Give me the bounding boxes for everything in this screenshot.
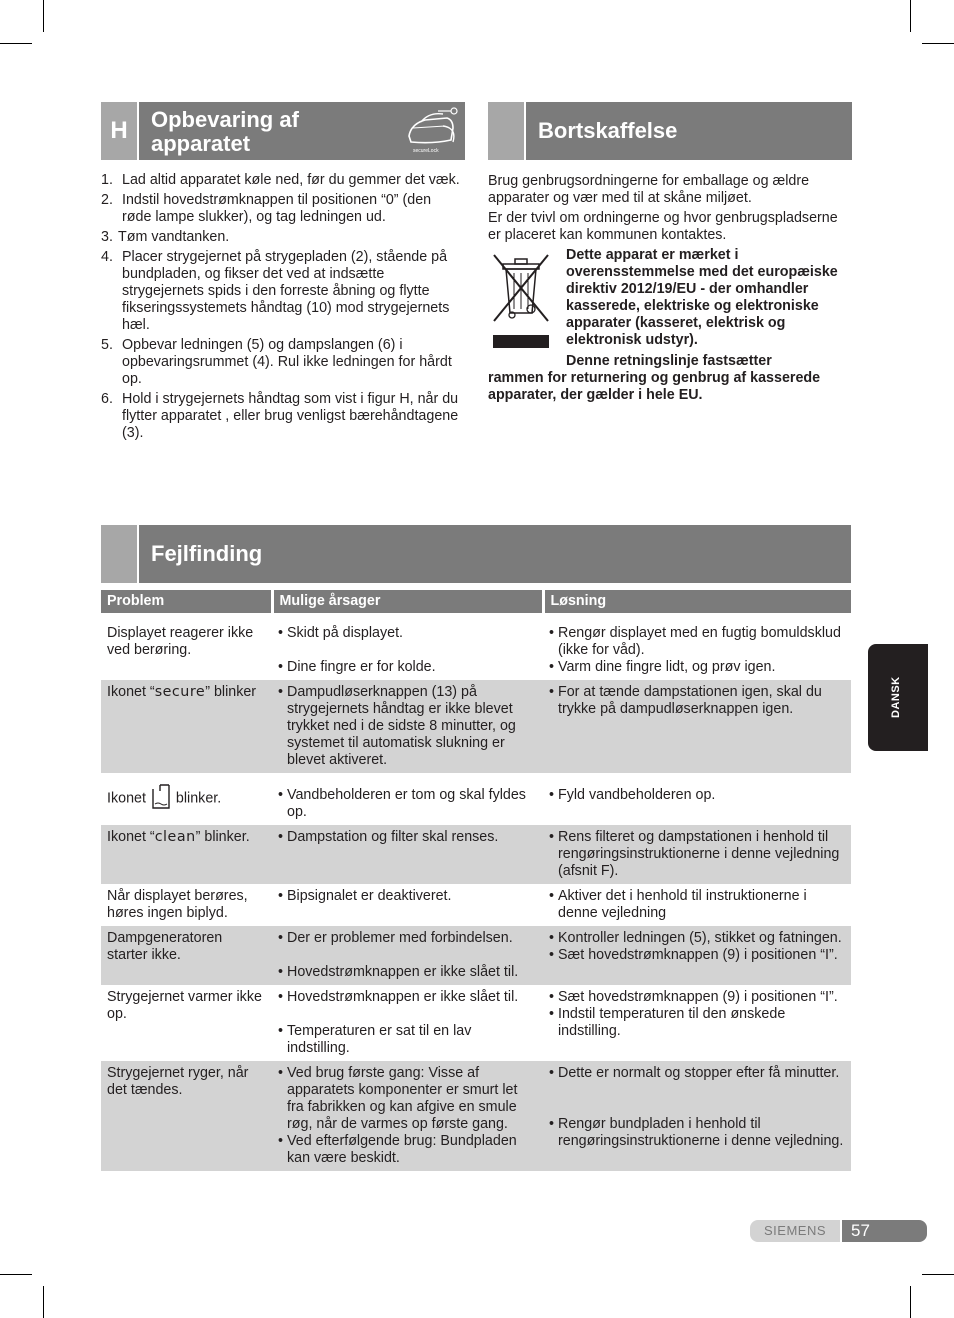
problem-cell xyxy=(101,825,272,884)
step-number: 6. xyxy=(101,391,113,407)
cause-item: • Dampstation og filter skal renses. xyxy=(278,829,537,846)
disposal-title: Bortskaffelse xyxy=(538,118,678,143)
solution-item: • Rens filteret og dampstationen i henhold til rengøringsinstruktionerne i denne vejledning (afsnit F). xyxy=(549,829,845,880)
table-row xyxy=(101,884,851,926)
solution-item: • Sæt hovedstrømknappen (9) i positionen “I”. xyxy=(549,947,845,964)
table-row xyxy=(101,680,851,773)
cause-item: • Temperaturen er sat til en lav indstilling. xyxy=(278,1023,537,1057)
brand-label: SIEMENS xyxy=(750,1220,840,1242)
clean-display-word: clean xyxy=(154,829,196,845)
solution-cell xyxy=(543,1061,851,1171)
tab-divider xyxy=(524,102,526,160)
step-text: Placer strygejernet på strygepladen (2), stående på bundpladen, og fikser det ved at indsætte strygejernets spids i den forreste åbning og flytte fikseringssystemets håndtag (10) mod strygejernets hæl. xyxy=(122,249,450,333)
step-number: 3. xyxy=(101,229,113,245)
cause-item: • Ved brug første gang: Visse af apparatets komponenter er smurt let fra fabrikken og kan afgive en smule røg, når de varmes op første gang. xyxy=(278,1065,537,1133)
cause-item: • Hovedstrømknappen er ikke slået til. xyxy=(278,989,537,1006)
disposal-directive-text: Dette apparat er mærket i overensstemmelse med det europæiske direktiv 2012/19/EU - der omhandler kasserede, elektriske og elektroniske apparater (kasseret, elektrisk og elektronisk udstyr). xyxy=(566,247,838,348)
problem-text: Ikonet “ xyxy=(107,684,155,700)
step-text: Tøm vandtanken. xyxy=(118,229,230,245)
problem-text: Ikonet “ xyxy=(107,829,155,845)
causes-cell xyxy=(272,926,543,985)
crop-mark xyxy=(43,0,44,32)
crop-mark xyxy=(922,1274,954,1275)
language-tab xyxy=(868,644,928,751)
causes-cell xyxy=(272,884,543,926)
crop-mark xyxy=(43,1286,44,1318)
disposal-header xyxy=(488,102,852,160)
step-number: 2. xyxy=(101,192,113,208)
solution-item: • Sæt hovedstrømknappen (9) i positionen “I”. xyxy=(549,989,845,1006)
solution-item: • Dette er normalt og stopper efter få minutter. xyxy=(549,1065,845,1082)
causes-cell xyxy=(272,773,543,825)
list-item xyxy=(101,172,461,189)
cause-item: • Dine fingre er for kolde. xyxy=(278,659,537,676)
causes-cell xyxy=(272,985,543,1061)
spacer xyxy=(278,947,537,964)
step-number: 4. xyxy=(101,249,113,265)
spacer xyxy=(549,1082,845,1099)
cause-item: • Dampudløserknappen (13) på strygejernets håndtag er ikke blevet trykket ned i de sidste 8 minutter, og systemet til automatisk slukning er blevet aktiveret. xyxy=(278,684,537,769)
disposal-paragraph-2: Er der tvivl om ordningerne og hvor genbrugspladserne er placeret kan kommunen kontaktes. xyxy=(488,210,838,243)
section-tab xyxy=(488,102,524,160)
step-text: Opbevar ledningen (5) og dampslangen (6) i opbevaringsrummet (4). Rul ikke ledningen for hårdt op. xyxy=(122,337,452,387)
cause-item: • Hovedstrømknappen er ikke slået til. xyxy=(278,964,537,981)
weee-bin-icon xyxy=(490,251,552,349)
fault-title: Fejlfinding xyxy=(151,541,263,566)
table-row xyxy=(101,985,851,1061)
problem-text: ” blinker xyxy=(205,684,257,700)
cause-item: • Bipsignalet er deaktiveret. xyxy=(278,888,537,905)
spacer xyxy=(549,1099,845,1116)
header-problem: Problem xyxy=(101,590,272,613)
problem-cell: Strygejernet ryger, når det tændes. xyxy=(101,1061,272,1171)
spacer xyxy=(278,1006,537,1023)
solution-cell xyxy=(543,926,851,985)
causes-cell xyxy=(272,825,543,884)
header-solution: Løsning xyxy=(543,590,851,613)
solution-cell xyxy=(543,621,851,680)
storage-steps-list xyxy=(101,172,461,445)
step-number: 5. xyxy=(101,337,113,353)
solution-item: • Rengør bundpladen i henhold til rengøringsinstruktionerne i denne vejledning. xyxy=(549,1116,845,1150)
cause-item: • Vandbeholderen er tom og skal fyldes op. xyxy=(278,787,537,821)
section-tab xyxy=(101,525,137,583)
step-text: Hold i strygejernets håndtag som vist i figur H, når du flytter apparatet , eller brug venligst bærehåndtagene (3). xyxy=(122,391,459,441)
problem-text: blinker. xyxy=(175,790,222,807)
problem-cell: Strygejernet varmer ikke op. xyxy=(107,989,262,1022)
fault-header xyxy=(101,525,851,583)
solution-item: • Rengør displayet med en fugtig bomuldsklud (ikke for våd). xyxy=(549,625,845,659)
list-item xyxy=(101,192,461,226)
solution-cell xyxy=(543,884,851,926)
language-label: DANSK xyxy=(890,676,902,718)
page-number: 57 xyxy=(842,1220,927,1242)
step-number: 1. xyxy=(101,172,113,188)
solution-item: • Indstil temperaturen til den ønskede indstilling. xyxy=(549,1006,845,1040)
section-letter: H xyxy=(110,117,128,144)
problem-cell xyxy=(101,680,272,773)
cause-item: • Skidt på displayet. xyxy=(278,625,537,642)
cause-item: • Der er problemer med forbindelsen. xyxy=(278,930,537,947)
list-item xyxy=(101,229,461,246)
table-row xyxy=(101,926,851,985)
problem-cell: Når displayet berøres, høres ingen biplyd. xyxy=(107,888,248,921)
problem-text: Ikonet xyxy=(107,790,146,807)
step-text: Indstil hovedstrømknappen til positionen “0” (den røde lampe slukker), og tag ledningen ud. xyxy=(122,192,432,225)
title-line-2: apparatet xyxy=(151,131,251,156)
problem-cell xyxy=(101,773,272,825)
disposal-paragraph-1: Brug genbrugsordningerne for emballage og ældre apparater og vær med til at skåne miljøet. xyxy=(488,173,810,206)
solution-item: • Aktiver det i henhold til instruktionerne i denne vejledning xyxy=(549,888,845,922)
problem-cell: Dampgeneratoren starter ikke. xyxy=(101,926,272,985)
table-row xyxy=(101,825,851,884)
causes-cell xyxy=(272,680,543,773)
spacer xyxy=(278,642,537,659)
crop-mark xyxy=(0,43,32,44)
table-header-row xyxy=(101,590,851,613)
solution-item: • For at tænde dampstationen igen, skal du trykke på dampudløserknappen igen. xyxy=(549,684,845,718)
causes-cell xyxy=(272,1061,543,1171)
list-item xyxy=(101,249,461,334)
secure-lock-label: secureLock xyxy=(413,148,439,154)
fault-table xyxy=(101,590,851,1171)
crop-mark xyxy=(0,1274,32,1275)
disposal-guideline-line1: Denne retningslinje fastsætter xyxy=(566,353,772,369)
section-h-title xyxy=(151,108,299,156)
solution-item: • Varm dine fingre lidt, og prøv igen. xyxy=(549,659,845,676)
secure-display-word: secure xyxy=(154,684,206,700)
solution-cell xyxy=(543,825,851,884)
tab-divider xyxy=(137,102,139,160)
step-text: Lad altid apparatet køle ned, før du gemmer det væk. xyxy=(122,172,460,188)
problem-text: ” blinker. xyxy=(195,829,250,845)
header-causes: Mulige årsager xyxy=(272,590,543,613)
solution-cell xyxy=(543,680,851,773)
crop-mark xyxy=(910,0,911,32)
crop-mark xyxy=(910,1286,911,1318)
disposal-guideline-rest: rammen for returnering og genbrug af kasserede apparater, der gælder i hele EU. xyxy=(488,370,821,403)
table-row xyxy=(101,621,851,680)
solution-cell xyxy=(543,985,851,1061)
spacer xyxy=(101,613,851,621)
water-tank-icon xyxy=(150,781,172,816)
crop-mark xyxy=(922,43,954,44)
secure-lock-iron-icon xyxy=(403,106,461,156)
tab-divider xyxy=(137,525,139,583)
cause-item: • Ved efterfølgende brug: Bundpladen kan være beskidt. xyxy=(278,1133,537,1167)
list-item xyxy=(101,391,461,442)
causes-cell xyxy=(272,621,543,680)
list-item xyxy=(101,337,461,388)
title-line-1: Opbevaring af xyxy=(151,107,299,132)
solution-item: • Kontroller ledningen (5), stikket og fatningen. xyxy=(549,930,845,947)
problem-cell: Displayet reagerer ikke ved berøring. xyxy=(107,625,254,658)
solution-cell xyxy=(543,773,851,825)
section-h-header xyxy=(101,102,465,160)
solution-item: • Fyld vandbeholderen op. xyxy=(549,787,845,804)
table-row xyxy=(101,773,851,825)
table-row xyxy=(101,1061,851,1171)
